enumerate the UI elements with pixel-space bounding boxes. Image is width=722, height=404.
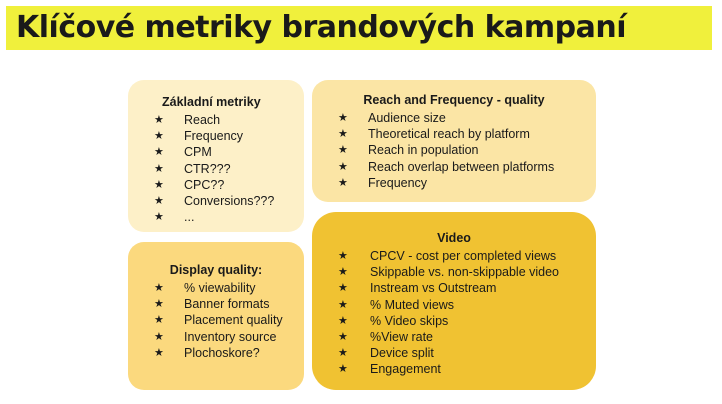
list-item xyxy=(338,110,596,126)
list-item xyxy=(154,193,304,209)
video-list xyxy=(312,248,596,378)
list-item xyxy=(154,177,304,193)
star-icon: ★ xyxy=(154,314,164,327)
reach-frequency-card xyxy=(312,80,596,202)
display-quality-card xyxy=(128,242,304,390)
basic-metrics-card xyxy=(128,80,304,232)
video-heading: Video xyxy=(437,231,471,245)
list-item-label: Inventory source xyxy=(184,329,277,344)
list-item xyxy=(154,329,304,345)
list-item xyxy=(338,142,596,158)
list-item-label: Theoretical reach by platform xyxy=(368,127,530,142)
star-icon: ★ xyxy=(338,112,348,124)
list-item xyxy=(154,345,304,361)
star-icon: ★ xyxy=(154,330,164,343)
list-item xyxy=(338,264,596,280)
list-item xyxy=(338,297,596,313)
list-item-label: %View rate xyxy=(370,330,433,345)
list-item-label: Plochoskore? xyxy=(184,345,260,360)
list-item xyxy=(338,175,596,191)
list-item-label: Banner formats xyxy=(184,297,270,312)
list-item-label: Engagement xyxy=(370,362,441,377)
basic-metrics-list xyxy=(128,112,304,225)
video-card xyxy=(312,212,596,390)
star-icon: ★ xyxy=(338,144,348,157)
list-item-label: ... xyxy=(184,210,195,225)
star-icon: ★ xyxy=(154,346,164,359)
list-item-label: Reach overlap between platforms xyxy=(368,159,555,174)
list-item xyxy=(154,161,304,177)
list-item xyxy=(338,329,596,345)
list-item-label: Reach xyxy=(184,113,221,127)
star-icon: ★ xyxy=(338,298,348,311)
list-item-label: % Muted views xyxy=(370,297,455,312)
star-icon: ★ xyxy=(154,162,164,175)
star-icon: ★ xyxy=(338,176,348,189)
star-icon: ★ xyxy=(154,178,164,191)
star-icon: ★ xyxy=(338,282,348,295)
star-icon: ★ xyxy=(338,347,348,360)
list-item xyxy=(338,345,596,361)
list-item-label: Placement quality xyxy=(184,313,283,328)
star-icon: ★ xyxy=(154,114,164,126)
list-item-label: % Video skips xyxy=(370,313,449,328)
list-item-label: CTR??? xyxy=(184,161,231,176)
list-item xyxy=(338,280,596,296)
star-icon: ★ xyxy=(338,250,348,262)
list-item xyxy=(154,128,304,144)
display-quality-heading: Display quality: xyxy=(169,263,263,277)
star-icon: ★ xyxy=(154,298,164,311)
star-icon: ★ xyxy=(154,130,164,143)
star-icon: ★ xyxy=(154,282,164,294)
list-item-label: Skippable vs. non-skippable video xyxy=(370,265,560,280)
title-banner xyxy=(6,6,712,50)
list-item-label: Instream vs Outstream xyxy=(370,281,497,296)
star-icon: ★ xyxy=(338,314,348,327)
reach-frequency-heading: Reach and Frequency - quality xyxy=(363,93,545,107)
list-item xyxy=(154,296,304,312)
reach-frequency-list xyxy=(312,110,596,191)
star-icon: ★ xyxy=(154,195,164,208)
list-item xyxy=(154,280,304,296)
list-item-label: Reach in population xyxy=(368,143,479,158)
page-title: Klíčové metriky brandových kampaní xyxy=(16,10,626,45)
list-item-label: Device split xyxy=(370,346,434,361)
list-item-label: CPC?? xyxy=(184,177,225,192)
list-item-label: % viewability xyxy=(184,281,256,295)
list-item xyxy=(154,144,304,160)
star-icon: ★ xyxy=(154,146,164,159)
list-item xyxy=(338,361,596,377)
list-item xyxy=(154,209,304,225)
list-item-label: Frequency xyxy=(184,129,244,144)
list-item xyxy=(338,159,596,175)
basic-metrics-heading: Základní metriky xyxy=(162,95,261,109)
star-icon: ★ xyxy=(154,211,164,224)
list-item xyxy=(338,248,596,264)
list-item-label: CPCV - cost per completed views xyxy=(370,249,557,263)
list-item xyxy=(154,312,294,328)
star-icon: ★ xyxy=(338,128,348,141)
list-item-label: CPM xyxy=(184,145,212,160)
star-icon: ★ xyxy=(338,160,348,173)
star-icon: ★ xyxy=(338,363,348,376)
list-item-label: Frequency xyxy=(368,175,428,190)
list-item-label: Conversions??? xyxy=(184,194,275,209)
list-item xyxy=(338,313,596,329)
list-item xyxy=(154,112,304,128)
list-item-label: Audience size xyxy=(368,111,446,125)
star-icon: ★ xyxy=(338,331,348,344)
star-icon: ★ xyxy=(338,266,348,279)
list-item xyxy=(338,126,596,142)
display-quality-list xyxy=(128,280,304,361)
